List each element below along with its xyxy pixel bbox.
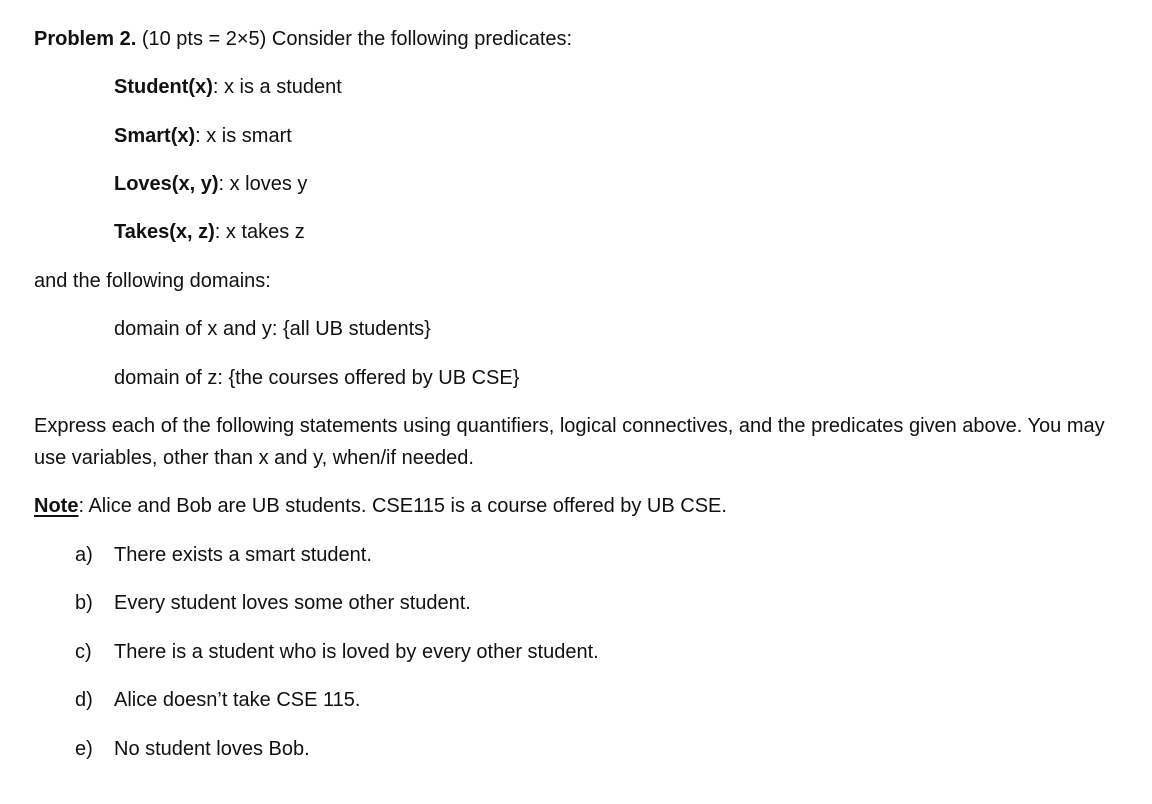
domain-xy: domain of x and y: {all UB students} [114,318,431,340]
domain-z: domain of z: {the courses offered by UB CSE} [114,367,520,389]
predicate-loves [114,172,307,196]
predicate-desc: : x takes z [214,221,305,243]
predicate-desc: : x is smart [195,125,292,147]
predicate-name: Takes(x, z) [114,221,215,243]
problem-heading [34,27,572,51]
predicate-name: Smart(x) [114,125,196,147]
instructions-paragraph: Express each of the following statements using quantifiers, logical connectives, and the predicates given above. You may use variables, other than x and y, when/if needed. [34,415,1105,469]
item-letter: a) [75,544,93,566]
predicate-desc: : x is a student [212,76,342,98]
problem-heading-text: (10 pts = 2×5) Consider the following predicates: [136,28,573,50]
domains-intro: and the following domains: [34,270,271,292]
item-text: There is a student who is loved by every other student. [114,641,599,663]
predicate-desc: : x loves y [218,173,308,195]
predicate-name: Student(x) [114,76,213,98]
item-letter: d) [75,689,93,711]
predicate-student [114,75,342,99]
item-letter: c) [75,641,92,663]
predicate-smart [114,124,292,148]
predicate-name: Loves(x, y) [114,173,219,195]
item-text: No student loves Bob. [114,738,310,760]
note-label: Note [34,495,79,517]
item-letter: b) [75,592,93,614]
predicate-takes [114,220,305,244]
problem-label: Problem 2. [34,28,137,50]
note-text: : Alice and Bob are UB students. CSE115 is a course offered by UB CSE. [78,495,727,517]
item-text: Alice doesn’t take CSE 115. [114,689,361,711]
item-text: Every student loves some other student. [114,592,471,614]
item-text: There exists a smart student. [114,544,372,566]
note-line [34,494,727,518]
item-letter: e) [75,738,93,760]
